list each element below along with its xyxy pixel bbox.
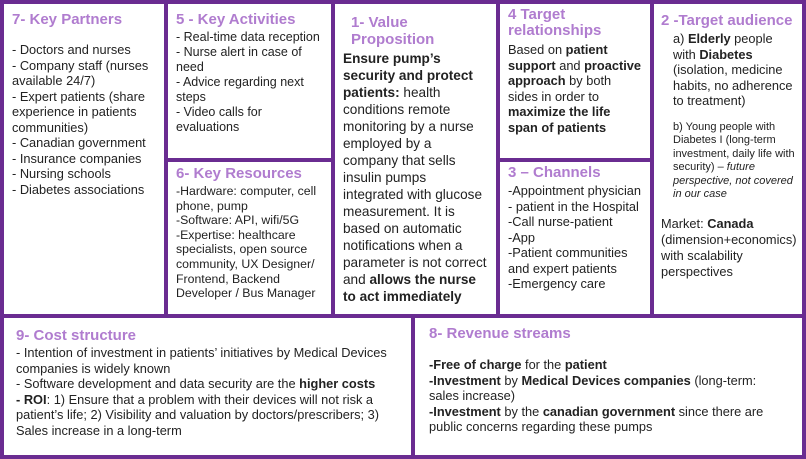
segment-highlight: Elderly (687, 31, 731, 46)
value-proposition-cell (335, 4, 496, 314)
revenue-highlight: -Free of charge (429, 357, 522, 372)
segment-text: (isolation, medicine habits, no adherence to treatment) (673, 62, 793, 108)
target-relationships-text (508, 42, 642, 135)
channels-list (508, 183, 642, 292)
cost-highlight: higher costs (299, 376, 376, 391)
channels-cell (500, 162, 650, 314)
list-item: - Insurance companies (12, 150, 142, 166)
revenue-streams-title: 8- Revenue streams (429, 325, 571, 342)
list-item: -Appointment physician - patient in the Hospital (508, 183, 642, 214)
cost-structure-cell (4, 318, 411, 455)
revenue-highlight: -Investment (429, 372, 501, 388)
list-item: - Nurse alert in case of need (176, 45, 302, 74)
target-relationships-title: 4 Target relationships (508, 6, 602, 39)
revenue-text: by (500, 372, 522, 388)
value-proposition-description: health conditions remote monitoring by a nurse employed by a company that sells insulin pumps integrated with glucose measurement. It is based on automatic notifications when a parameter is not correct and (343, 85, 487, 287)
value-proposition-intro: Ensure pump’s security and protect patients: (343, 51, 473, 100)
list-item: - Nursing schools (12, 166, 111, 181)
list-item: - Intention of investment in patients’ initiatives by Medical Devices companies is widely known (16, 345, 387, 376)
relationship-text: by both sides in order to (508, 73, 612, 104)
list-item: - Doctors and nurses (12, 42, 131, 57)
target-audience-market (661, 216, 795, 280)
revenue-streams-cell (415, 318, 802, 455)
list-item: - Canadian government (12, 135, 146, 150)
list-item: -Patient communities and expert patients (508, 245, 628, 276)
revenue-highlight: -Investment (429, 403, 501, 419)
list-item: - Advice regarding next steps (176, 75, 304, 104)
market-highlight: Canada (707, 215, 754, 231)
list-item: -Software: API, wifi/5G (176, 213, 300, 228)
target-audience-segment-a (661, 31, 795, 109)
list-item: - Real-time data reception (176, 30, 320, 44)
list-item (429, 357, 788, 373)
relationship-text: and (555, 57, 585, 73)
list-item: - Company staff (nurses available 24/7) (12, 57, 149, 88)
relationship-highlight: patient support (508, 42, 608, 73)
segment-text: b) Young people with Diabetes I (long-term investment, daily life with security) – (673, 120, 795, 173)
list-item: - Expert patients (share experience in patients communities) (12, 88, 146, 135)
revenue-text: since there are public concerns regarding these pumps (429, 403, 764, 434)
list-item (16, 392, 399, 439)
list-item: -App (508, 229, 536, 245)
channels-title: 3 – Channels (508, 164, 601, 181)
key-activities-cell (168, 4, 331, 158)
list-item (429, 404, 788, 435)
segment-highlight: Diabetes (699, 46, 753, 62)
revenue-highlight: Medical Devices companies (521, 372, 691, 388)
cost-highlight: - ROI (16, 391, 47, 407)
list-item (16, 376, 399, 392)
list-item: -Call nurse-patient (508, 214, 613, 229)
value-proposition-outcome: allows the nurse to act immediately (343, 272, 476, 304)
target-audience-segment-b (661, 121, 795, 202)
relationship-highlight: maximize the life span of patients (508, 104, 611, 135)
revenue-streams-list (429, 357, 788, 435)
cost-text: : 1) Ensure that a problem with their devices will not risk a patient’s life; 2) Visibility and valuation by doctors/prescribers; 3) Sales increase in a long-term (16, 391, 379, 438)
target-audience-title: 2 -Target audience (661, 12, 793, 29)
key-resources-cell (168, 162, 331, 314)
key-resources-list (176, 184, 323, 301)
key-activities-title: 5 - Key Activities (176, 11, 296, 28)
segment-text: people with (673, 31, 773, 62)
key-resources-title: 6- Key Resources (176, 165, 302, 182)
segment-note: future perspective, not covered in our case (673, 161, 793, 200)
list-item: -Expertise: healthcare specialists, open source community, UX Designer/ Frontend, Backend Developer / Bus Manager (176, 227, 316, 301)
revenue-highlight: patient (564, 357, 607, 372)
revenue-text: by the (500, 403, 543, 419)
segment-label: a) (673, 31, 688, 46)
revenue-highlight: canadian government (542, 403, 676, 419)
list-item: - Video calls for evaluations (176, 105, 262, 134)
list-item (429, 373, 788, 404)
key-partners-title: 7- Key Partners (12, 11, 123, 28)
key-partners-list (12, 42, 156, 197)
market-text: (dimension+economics) with scalability perspectives (661, 231, 797, 279)
revenue-text: for the (521, 357, 565, 372)
value-proposition-text (343, 50, 488, 305)
revenue-text: (long-term: sales increase) (429, 372, 757, 403)
relationship-highlight: proactive approach (508, 57, 642, 88)
key-partners-cell (4, 4, 164, 314)
cost-text: - Software development and data security are the (16, 376, 300, 391)
cost-structure-title: 9- Cost structure (16, 327, 137, 344)
market-label: Market: (661, 215, 708, 231)
list-item: - Diabetes associations (12, 181, 145, 197)
key-activities-list (176, 30, 323, 135)
relationship-text: Based on (508, 42, 566, 57)
target-relationships-cell (500, 4, 650, 158)
list-item: -Emergency care (508, 276, 606, 291)
cost-structure-list (16, 345, 399, 438)
list-item: -Hardware: computer, cell phone, pump (176, 184, 317, 213)
value-proposition-title: 1- Value Proposition (351, 14, 435, 48)
target-audience-cell (654, 4, 802, 314)
